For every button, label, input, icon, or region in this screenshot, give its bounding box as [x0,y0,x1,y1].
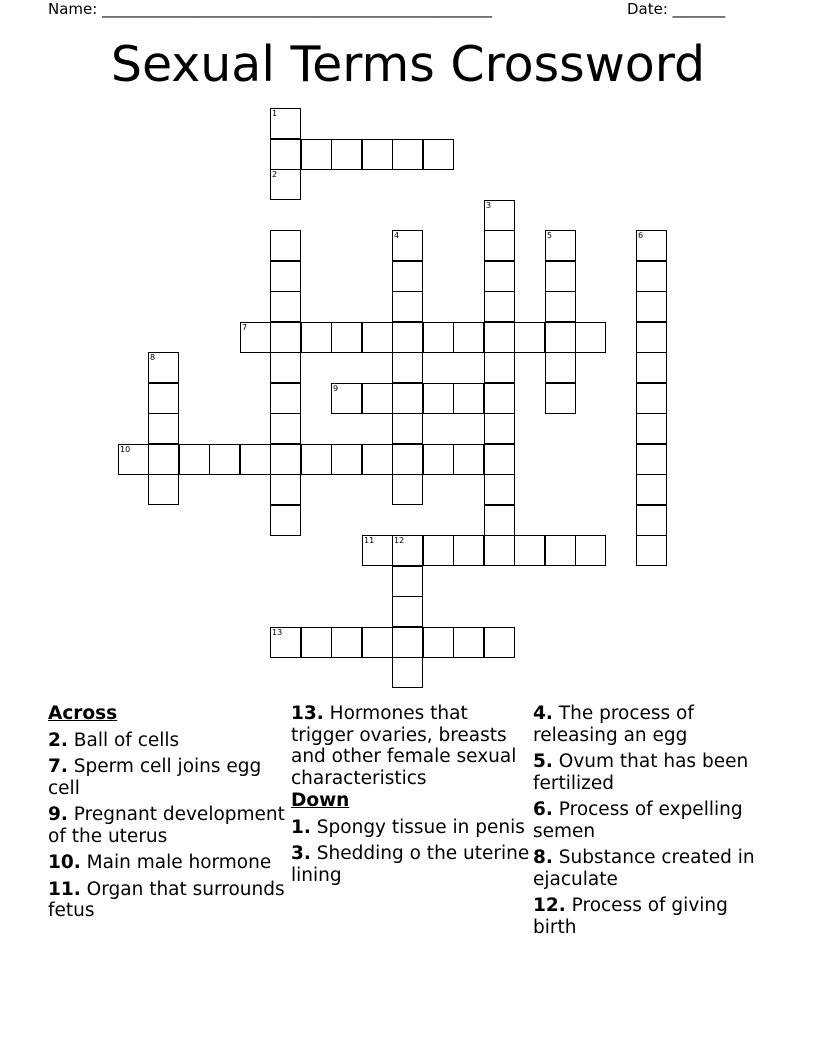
grid-cell[interactable] [636,474,667,505]
grid-cell[interactable] [392,352,423,383]
grid-cell[interactable] [392,627,423,658]
clue-number: 3 [486,201,492,210]
grid-cell[interactable] [423,322,454,353]
grid-cell[interactable] [636,413,667,444]
grid-cell[interactable] [392,596,423,627]
grid-cell[interactable] [362,627,393,658]
name-field[interactable]: Name: ____________________________________________________ [48,0,493,18]
grid-cell[interactable] [392,566,423,597]
grid-cell[interactable] [453,383,484,414]
grid-cell[interactable] [301,627,332,658]
clue [291,817,531,839]
grid-cell[interactable] [240,444,271,475]
clue-text: Shedding o the uterine lining [291,843,530,886]
grid-cell[interactable] [636,505,667,536]
clue [48,730,288,752]
grid-cell[interactable] [362,322,393,353]
grid-cell[interactable] [484,535,515,566]
clue-number: 9 [333,384,339,393]
grid-cell[interactable] [484,444,515,475]
grid-cell[interactable] [484,474,515,505]
clue [291,703,531,789]
grid-cell[interactable] [484,322,515,353]
grid-cell[interactable] [484,261,515,292]
grid-cell[interactable] [453,627,484,658]
grid-cell[interactable] [484,230,515,261]
grid-cell[interactable] [179,444,210,475]
grid-cell[interactable] [423,535,454,566]
clue-text: Sperm cell joins egg cell [48,756,262,799]
clue-number: 5. [533,751,553,772]
clue-number: 11. [48,878,81,900]
grid-cell[interactable] [301,139,332,170]
across-clue-list [48,730,288,922]
grid-cell[interactable] [453,322,484,353]
clue-text: Pregnant development of the uterus [48,804,285,847]
grid-cell[interactable] [392,444,423,475]
grid-cell[interactable] [148,383,179,414]
grid-cell[interactable] [575,322,606,353]
clue-number: 8 [150,353,156,362]
clue-number: 3. [291,843,311,864]
grid-cell[interactable] [270,230,301,261]
grid-cell[interactable] [423,444,454,475]
clue-number: 5 [547,231,553,240]
grid-cell[interactable] [636,322,667,353]
grid-cell[interactable] [270,322,301,353]
clue [48,879,288,922]
grid-cell[interactable] [270,474,301,505]
clue-number: 2. [48,729,68,751]
grid-cell[interactable] [453,535,484,566]
grid-cell[interactable] [270,261,301,292]
grid-cell[interactable] [392,474,423,505]
clue [48,852,288,874]
clue-number: 11 [364,536,375,545]
clue [533,895,773,938]
grid-cell[interactable] [392,413,423,444]
clue-number: 10 [120,445,131,454]
grid-cell[interactable] [636,535,667,566]
grid-cell[interactable] [270,352,301,383]
grid-cell[interactable] [392,291,423,322]
clue-text: Process of giving birth [533,895,728,938]
grid-cell[interactable] [484,505,515,536]
grid-cell[interactable] [331,627,362,658]
clue-number: 13. [291,703,324,724]
grid-cell[interactable] [484,352,515,383]
down-heading: Down [291,790,350,811]
grid-cell[interactable] [270,505,301,536]
clue-number: 6 [638,231,644,240]
grid-cell[interactable] [331,322,362,353]
clue-number: 12. [533,895,566,916]
grid-cell[interactable] [514,322,545,353]
clues-column-2 [291,703,531,891]
grid-cell[interactable] [545,322,576,353]
clue-number: 7 [242,323,248,332]
date-field[interactable]: Date: _______ [627,0,726,18]
clue-number: 7. [48,756,68,777]
across-clue-list-continued [291,703,531,789]
grid-cell[interactable] [392,139,423,170]
clue-text: Main male hormone [80,852,272,873]
grid-cell[interactable] [392,657,423,688]
grid-cell[interactable] [301,444,332,475]
grid-cell[interactable] [514,535,545,566]
clues-column-3 [533,703,773,943]
grid-cell[interactable] [545,535,576,566]
clue-number: 4 [394,231,400,240]
clue-number: 13 [272,628,283,637]
clue-text: Hormones that trigger ovaries, breasts and other female sexual characteristics [291,703,517,789]
clue [48,804,288,847]
grid-cell[interactable] [270,413,301,444]
clue-number: 2 [272,170,278,179]
clue-number: 1 [272,109,278,118]
clue [291,843,531,886]
clue-text: Substance created in ejaculate [533,847,755,890]
clue-number: 6. [533,799,553,820]
grid-cell[interactable] [392,322,423,353]
grid-cell[interactable] [423,139,454,170]
grid-cell[interactable] [484,291,515,322]
grid-cell[interactable] [270,383,301,414]
clue-text: Spongy tissue in penis [310,816,525,838]
clue-number: 8. [533,847,553,868]
clue-number: 12 [394,536,405,545]
grid-cell[interactable] [392,383,423,414]
grid-cell[interactable] [301,322,332,353]
grid-cell[interactable] [575,535,606,566]
clue-text: Ball of cells [67,729,180,751]
clue-number: 4. [533,703,553,724]
grid-cell[interactable] [636,352,667,383]
clue-text: Organ that surrounds fetus [48,878,285,921]
clue-number: 10. [48,852,81,873]
grid-cell[interactable] [362,444,393,475]
grid-cell[interactable] [484,627,515,658]
grid-cell[interactable] [545,383,576,414]
clue-text: The process of releasing an egg [533,703,694,746]
grid-cell[interactable] [148,444,179,475]
grid-cell[interactable] [636,383,667,414]
clue [533,703,773,746]
clue [533,799,773,842]
clues-column-1 [48,703,288,927]
grid-cell[interactable] [362,383,393,414]
grid-cell[interactable] [392,261,423,292]
clue [533,847,773,890]
grid-cell[interactable] [423,627,454,658]
grid-cell[interactable] [362,139,393,170]
grid-cell[interactable] [209,444,240,475]
clue [533,751,773,794]
clue [48,756,288,799]
grid-cell[interactable] [636,444,667,475]
clue-number: 1. [291,816,311,838]
clue-number: 9. [48,804,68,825]
grid-cell[interactable] [636,261,667,292]
down-clue-list-continued [533,703,773,938]
grid-cell[interactable] [331,444,362,475]
grid-cell[interactable] [545,291,576,322]
across-heading: Across [48,703,118,724]
grid-cell[interactable] [545,261,576,292]
grid-cell[interactable] [270,291,301,322]
grid-cell[interactable] [270,139,301,170]
grid-cell[interactable] [484,413,515,444]
clue-text: Process of expelling semen [533,799,743,842]
grid-cell[interactable] [423,383,454,414]
grid-cell[interactable] [453,444,484,475]
grid-cell[interactable] [331,139,362,170]
grid-cell[interactable] [636,291,667,322]
clue-text: Ovum that has been fertilized [533,751,749,794]
grid-cell[interactable] [545,352,576,383]
page-title: Sexual Terms Crossword [110,36,706,93]
grid-cell[interactable] [484,383,515,414]
grid-cell[interactable] [148,413,179,444]
down-clue-list [291,817,531,887]
grid-cell[interactable] [270,444,301,475]
grid-cell[interactable] [148,474,179,505]
